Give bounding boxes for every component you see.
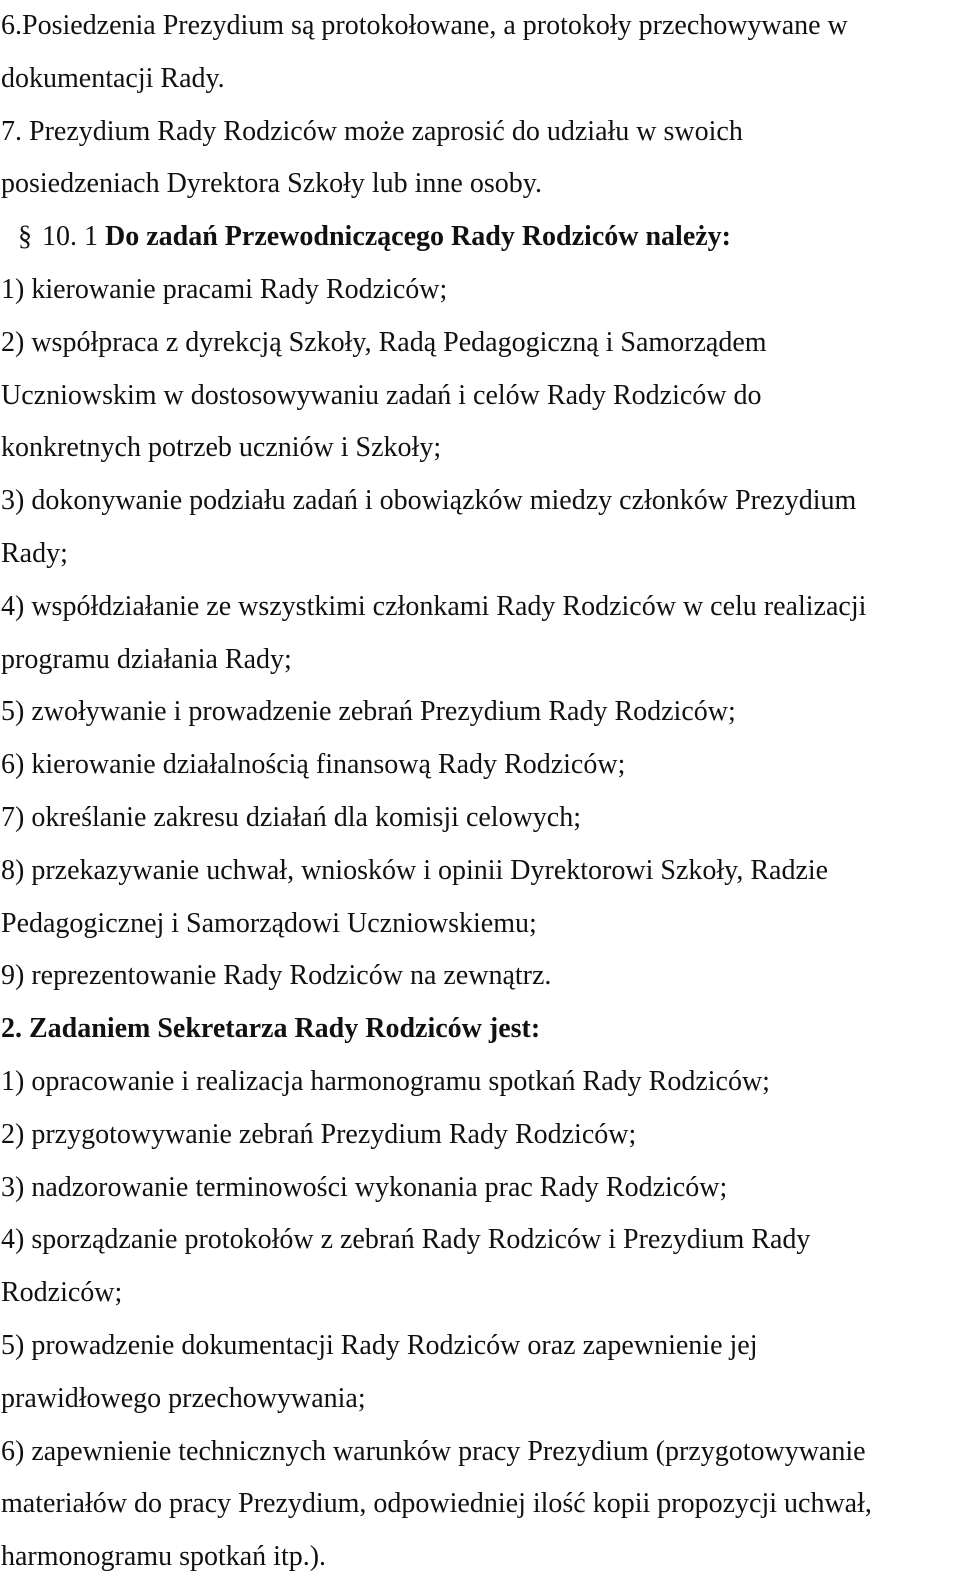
text-line: Rodziców;: [1, 1277, 123, 1309]
text-line: Pedagogicznej i Samorządowi Uczniowskiemu;: [1, 907, 537, 939]
list-item: 1) opracowanie i realizacja harmonogramu spotkań Rady Rodziców;: [1, 1065, 770, 1097]
list-item: 1) kierowanie pracami Rady Rodziców;: [1, 273, 448, 305]
section-heading-text: Do zadań Przewodniczącego Rady Rodziców należy:: [105, 221, 732, 253]
paragraph-sign: §: [18, 221, 32, 253]
section-heading: [0, 211, 958, 264]
section-number: 10. 1: [42, 221, 98, 253]
text-line: Uczniowskim w dostosowywaniu zadań i celów Rady Rodziców do: [1, 379, 762, 411]
text-line: konkretnych potrzeb uczniów i Szkoły;: [1, 432, 442, 464]
list-item: 7) określanie zakresu działań dla komisji celowych;: [1, 801, 582, 833]
text-line: harmonogramu spotkań itp.).: [1, 1541, 327, 1573]
section-heading-secretary: 2. Zadaniem Sekretarza Rady Rodziców jest:: [1, 1013, 541, 1045]
text-line: dokumentacji Rady.: [1, 62, 225, 94]
text-line: posiedzeniach Dyrektora Szkoły lub inne osoby.: [1, 168, 542, 200]
text-line: programu działania Rady;: [1, 643, 292, 675]
list-item: 6) kierowanie działalnością finansową Rady Rodziców;: [1, 749, 626, 781]
list-item: 3) dokonywanie podziału zadań i obowiązków miedzy członków Prezydium: [1, 485, 857, 517]
text-line: 6.Posiedzenia Prezydium są protokołowane, a protokoły przechowywane w: [1, 10, 848, 41]
text-line: 7. Prezydium Rady Rodziców może zaprosić do udziału w swoich: [1, 115, 743, 147]
list-item: 5) zwoływanie i prowadzenie zebrań Prezydium Rady Rodziców;: [1, 696, 736, 728]
list-item: 8) przekazywanie uchwał, wniosków i opinii Dyrektorowi Szkoły, Radzie: [1, 854, 829, 886]
list-item: 9) reprezentowanie Rady Rodziców na zewnątrz.: [1, 960, 552, 992]
text-line: prawidłowego przechowywania;: [1, 1382, 366, 1414]
list-item: 6) zapewnienie technicznych warunków pracy Prezydium (przygotowywanie: [1, 1435, 866, 1467]
list-item: 5) prowadzenie dokumentacji Rady Rodziców oraz zapewnienie jej: [1, 1329, 758, 1361]
list-item: 3) nadzorowanie terminowości wykonania prac Rady Rodziców;: [1, 1171, 728, 1203]
text-line: materiałów do pracy Prezydium, odpowiedniej ilość kopii propozycji uchwał,: [1, 1488, 872, 1520]
list-item: 4) współdziałanie ze wszystkimi członkami Rady Rodziców w celu realizacji: [1, 590, 867, 622]
list-item: 4) sporządzanie protokołów z zebrań Rady Rodziców i Prezydium Rady: [1, 1224, 811, 1256]
list-item: 2) współpraca z dyrekcją Szkoły, Radą Pedagogiczną i Samorządem: [1, 326, 767, 358]
list-item: 2) przygotowywanie zebrań Prezydium Rady Rodziców;: [1, 1118, 637, 1150]
text-line: Rady;: [1, 537, 68, 569]
